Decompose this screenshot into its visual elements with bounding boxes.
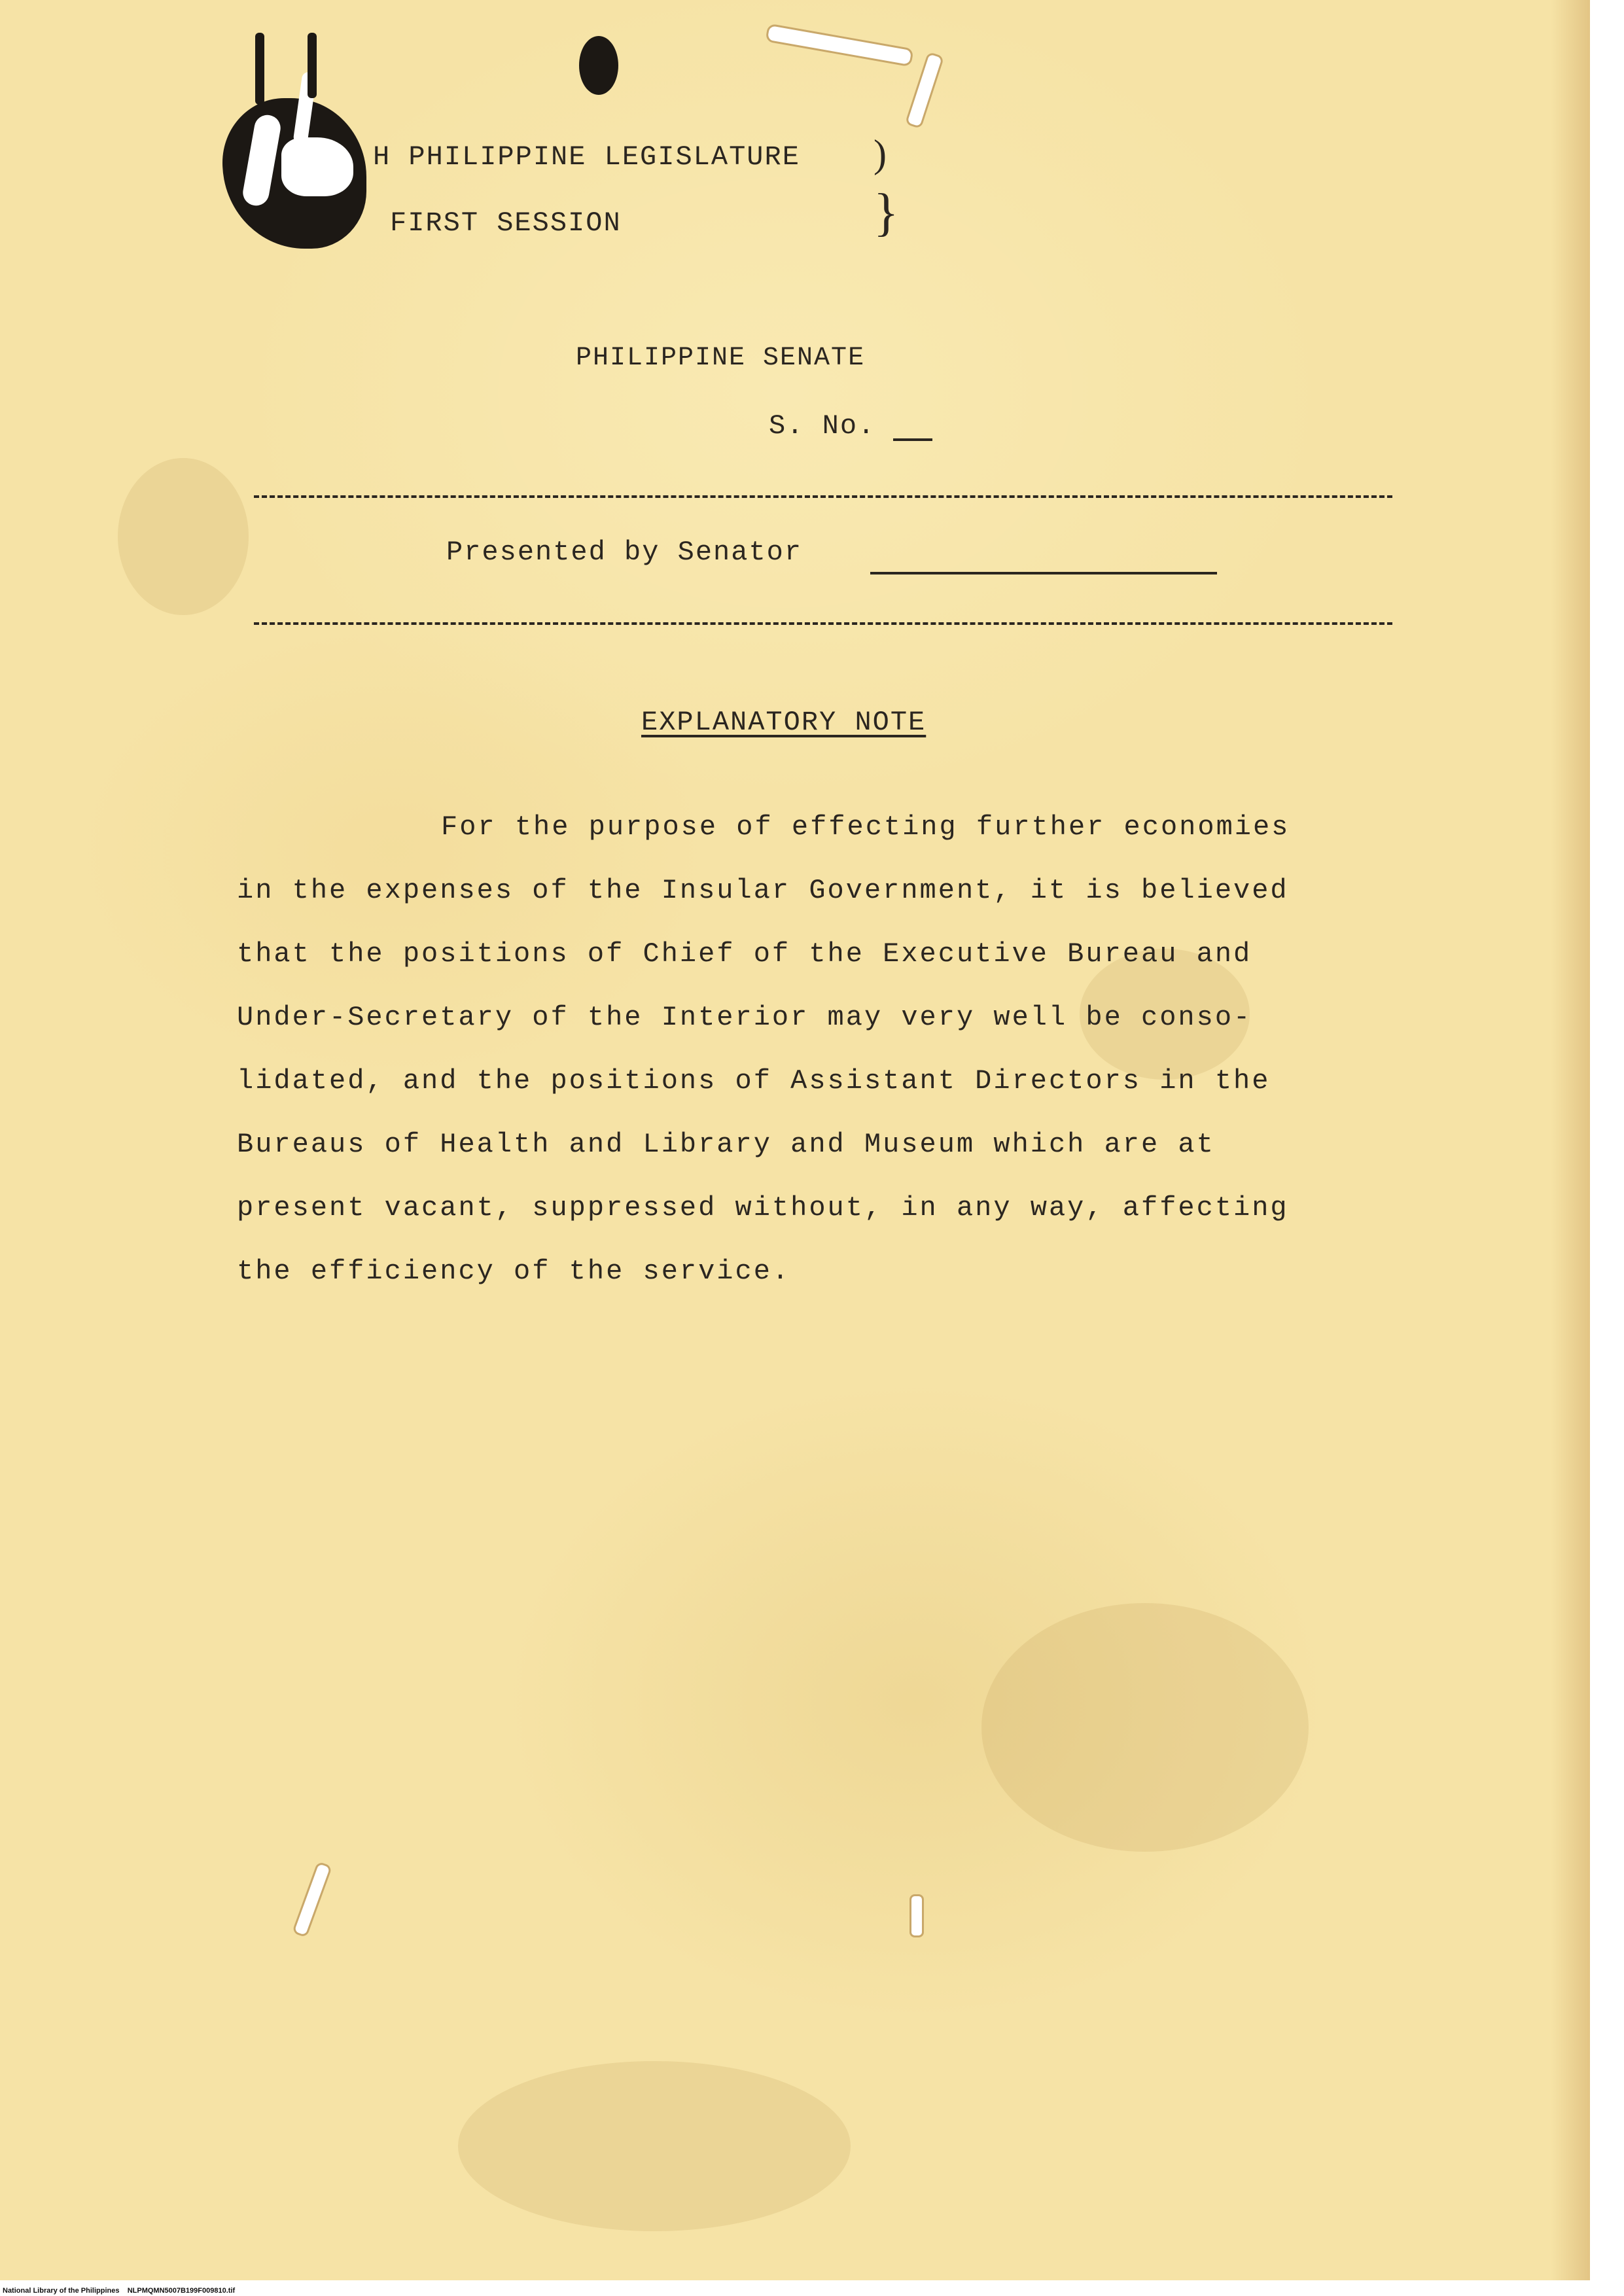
punch-hole bbox=[909, 1894, 924, 1937]
note-title: EXPLANATORY NOTE bbox=[641, 707, 927, 738]
paper-stain bbox=[118, 458, 249, 615]
note-line: Bureaus of Health and Library and Museum which are at bbox=[237, 1129, 1215, 1160]
chamber-title: PHILIPPINE SENATE bbox=[576, 344, 866, 373]
punch-hole bbox=[292, 1861, 332, 1937]
paper-stain bbox=[458, 2061, 851, 2231]
note-line: in the expenses of the Insular Government, it is believed bbox=[237, 875, 1289, 906]
scan-footer: National Library of the Philippines NLPMQMN5007B199F009810.tif bbox=[3, 2287, 236, 2295]
paper-stain bbox=[981, 1603, 1309, 1852]
header-brace-bottom: } bbox=[874, 184, 899, 241]
burn-mark bbox=[579, 36, 618, 95]
legislature-heading: H PHILIPPINE LEGISLATURE bbox=[373, 141, 800, 173]
note-body bbox=[237, 796, 1402, 1303]
burn-mark bbox=[308, 33, 317, 98]
separator-rule bbox=[254, 622, 1392, 625]
bill-number-label: S. No. bbox=[769, 410, 876, 442]
note-line: that the positions of Chief of the Executive Bureau and bbox=[237, 938, 1252, 970]
presented-by-label: Presented by Senator bbox=[446, 537, 803, 568]
senator-name-blank bbox=[870, 572, 1217, 574]
note-line: For the purpose of effecting further economies bbox=[441, 811, 1290, 843]
separator-rule bbox=[254, 495, 1392, 498]
header-brace-top: ) bbox=[874, 132, 887, 175]
burn-hole bbox=[281, 137, 353, 196]
note-line: the efficiency of the service. bbox=[237, 1256, 791, 1287]
paper-tear bbox=[905, 52, 945, 129]
note-line: Under-Secretary of the Interior may very well be conso- bbox=[237, 1002, 1252, 1033]
bill-number-blank bbox=[893, 438, 932, 441]
note-line: lidated, and the positions of Assistant Directors in the bbox=[237, 1065, 1271, 1097]
paper-tear bbox=[765, 24, 913, 67]
session-heading: FIRST SESSION bbox=[390, 207, 622, 239]
page-edge-shading bbox=[1551, 0, 1590, 2280]
burn-mark bbox=[255, 33, 264, 105]
note-line: present vacant, suppressed without, in any way, affecting bbox=[237, 1192, 1289, 1224]
